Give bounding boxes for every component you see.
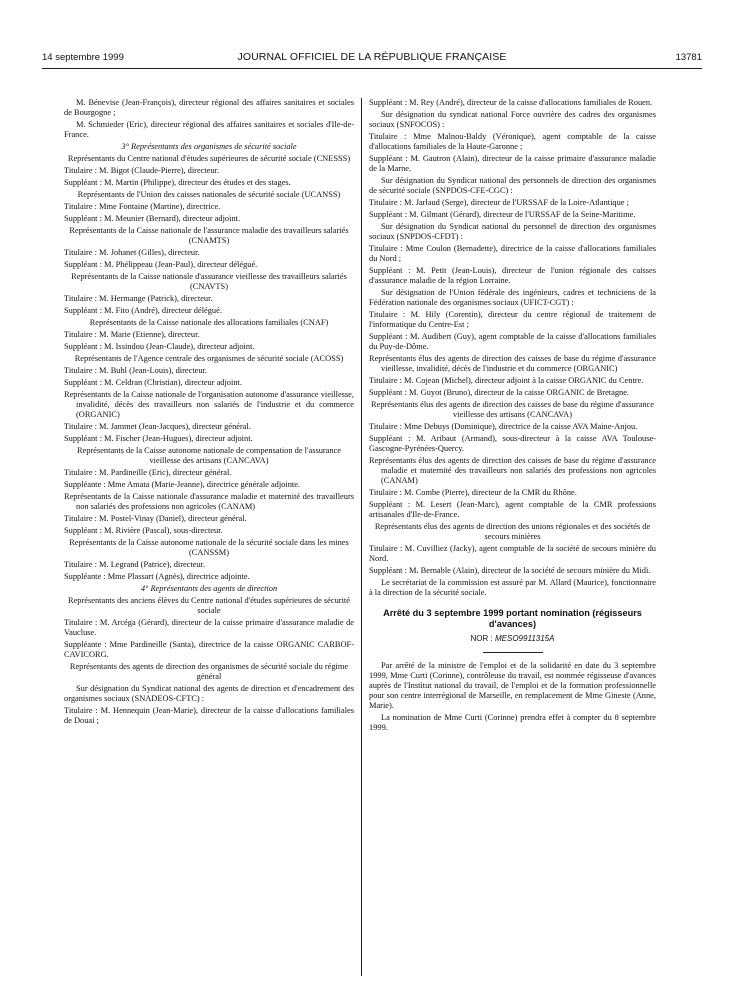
org-heading: Représentants du Centre national d'études supérieures de sécurité sociale (CNESSS)	[67, 154, 351, 163]
suppleant: Suppléante : Mme Pardineille (Santa), directrice de la caisse ORGANIC CARBOF-CAVICORG.	[64, 640, 354, 659]
suppleant: Suppléant : M. Gilmant (Gérard), directeur de l'URSSAF de la Seine-Maritime.	[369, 210, 636, 219]
org-heading: Représentants de l'Agence centrale des organismes de sécurité sociale (ACOSS)	[74, 354, 344, 363]
right-column	[369, 98, 656, 735]
titulaire: Titulaire : M. Hennequin (Jean-Marie), directeur de la caisse d'allocations familiales de Douai ;	[64, 706, 354, 725]
designation: Sur désignation du Syndicat national du personnel de direction des organismes sociaux (SNPDOS-CFDT) :	[369, 222, 656, 241]
org-heading: Représentants de la Caisse autonome nationale de compensation de l'assurance vieillesse des artisans (CANCAVA)	[76, 446, 342, 465]
paragraph: M. Schmieder (Eric), directeur régional des affaires sanitaires et sociales d'Ile-de-France.	[64, 120, 354, 139]
titulaire: Titulaire : M. Marie (Etienne), directeur.	[64, 330, 200, 339]
paragraph: M. Bénevise (Jean-François), directeur régional des affaires sanitaires et sociales de Bourgogne ;	[64, 98, 354, 117]
designation: Sur désignation du syndicat national Force ouvrière des cadres des organismes sociaux (SNFOCOS) :	[369, 110, 656, 129]
titulaire: Titulaire : M. Arcéga (Gérard), directeur de la caisse primaire d'assurance maladie de Vaucluse.	[64, 618, 354, 637]
suppleant: Suppléant : M. Rivière (Pascal), sous-directeur.	[64, 526, 223, 535]
designation: Sur désignation du Syndicat national des personnels de direction des organismes de sécurité sociale (SNPDOS-CFE-CGC) :	[369, 176, 656, 195]
suppleant: Suppléante : Mme Amata (Marie-Jeanne), directrice générale adjointe.	[64, 480, 301, 489]
org-heading: Représentants de l'Union des caisses nationales de sécurité sociale (UCANSS)	[77, 190, 341, 199]
titulaire: Titulaire : M. Bigot (Claude-Pierre), directeur.	[64, 166, 220, 175]
titulaire: Titulaire : M. Combe (Pierre), directeur de la CMR du Rhône.	[369, 488, 577, 497]
org-heading: Représentants des anciens élèves du Centre national d'études supérieures de sécurité sociale	[68, 596, 350, 615]
nor-code: MESO9911315A	[495, 634, 555, 643]
titulaire: Titulaire : M. Jammet (Jean-Jacques), directeur général.	[64, 422, 251, 431]
org-heading: Représentants de la Caisse nationale d'assurance maladie et maternité des travailleurs non salariés des professions non agricoles (CANAM)	[64, 492, 354, 511]
org-heading: Représentants élus des agents de direction des caisses de base du régime d'assurance vieillesse, invalidité, décès de l'industrie et du commerce (ORGANIC)	[369, 354, 656, 373]
header-rule	[42, 68, 702, 69]
suppleant: Suppléant : M. Fischer (Jean-Hugues), directeur adjoint.	[64, 434, 253, 443]
titulaire: Titulaire : Mme Coulon (Bernadette), directrice de la caisse d'allocations familiales du Nord ;	[369, 244, 656, 263]
nor-label: NOR :	[470, 634, 493, 643]
section-heading: 4° Représentants des agents de direction	[140, 584, 278, 593]
suppleant: Suppléant : M. Fito (André), directeur délégué.	[64, 306, 222, 315]
designation: Sur désignation de l'Union fédérale des ingénieurs, cadres et techniciens de la Fédération nationale des organismes sociaux (UFICT-CGT) :	[369, 288, 656, 307]
org-heading: Représentants des agents de direction des organismes de sécurité sociale du régime général	[69, 662, 349, 681]
titulaire: Titulaire : M. Hermange (Patrick), directeur.	[64, 294, 213, 303]
designation: Sur désignation du Syndicat national des agents de direction et d'encadrement des organismes sociaux (SNADEOS-CFTC) :	[64, 684, 354, 703]
paragraph: La nomination de Mme Curti (Corinne) prendra effet à compter du 8 septembre 1999.	[369, 713, 656, 732]
titulaire: Titulaire : M. Cojean (Michel), directeur adjoint à la caisse ORGANIC du Centre.	[369, 376, 644, 385]
titulaire: Titulaire : Mme Fontaine (Martine), directrice.	[64, 202, 221, 211]
titulaire: Titulaire : M. Pardineille (Eric), directeur général.	[64, 468, 232, 477]
suppleant: Suppléant : M. Guyot (Bruno), directeur de la caisse ORGANIC de Bretagne.	[369, 388, 630, 397]
titulaire: Titulaire : Mme Debuys (Dominique), directrice de la caisse AVA Maine-Anjou.	[369, 422, 638, 431]
suppleant: Suppléant : M. Gautron (Alain), directeur de la caisse primaire d'assurance maladie de la Marne.	[369, 154, 656, 173]
org-heading: Représentants de la Caisse nationale de l'assurance maladie des travailleurs salariés (CNAMTS)	[69, 226, 349, 245]
titulaire: Titulaire : M. Legrand (Patrice), directeur.	[64, 560, 206, 569]
suppleant: Suppléante : Mme Plassart (Agnès), directrice adjointe.	[64, 572, 250, 581]
suppleant: Suppléant : M. Bernable (Alain), directeur de la société de secours minière du Midi.	[369, 566, 651, 575]
paragraph: Par arrêté de la ministre de l'emploi et de la solidarité en date du 3 septembre 1999, Mme Curti (Corinne), contrôleuse du travail, est nommée régisseuse d'avances auprès de l'Institut national du travail, de l'emploi et de la formation professionnelle pour son centre interrégional de Marseille, en remplacement de Mme Gineste (Anne, Marie).	[369, 661, 656, 710]
separator-rule	[483, 652, 543, 653]
org-heading: Représentants de la Caisse autonome nationale de la sécurité sociale dans les mines (CANSSM)	[69, 538, 349, 557]
suppleant: Suppléant : M. Phélippeau (Jean-Paul), directeur délégué.	[64, 260, 258, 269]
journal-title: JOURNAL OFFICIEL DE LA RÉPUBLIQUE FRANÇAISE	[237, 51, 507, 63]
suppleant: Suppléant : M. Lesert (Jean-Marc), agent comptable de la CMR professions artisanales d'Ile-de-France.	[369, 500, 656, 519]
titulaire: Titulaire : M. Postel-Vinay (Daniel), directeur général.	[64, 514, 247, 523]
header-date: 14 septembre 1999	[42, 52, 124, 63]
nor-reference	[369, 634, 656, 644]
page-header	[42, 52, 702, 68]
suppleant: Suppléant : M. Martin (Philippe), directeur des études et des stages.	[64, 178, 291, 187]
org-heading: Représentants de la Caisse nationale d'assurance vieillesse des travailleurs salariés (CNAVTS)	[71, 272, 347, 291]
suppleant: Suppléant : M. Rey (André), directeur de la caisse d'allocations familiales de Rouen.	[369, 98, 653, 107]
org-heading: Représentants élus des agents de direction des caisses de base du régime d'assurance vieillesse des artisans (CANCAVA)	[371, 400, 654, 419]
arrete-title: Arrêté du 3 septembre 1999 portant nomination (régisseurs d'avances)	[383, 608, 642, 629]
left-column	[64, 98, 354, 728]
org-heading: Représentants de la Caisse nationale des allocations familiales (CNAF)	[89, 318, 329, 327]
titulaire: Titulaire : M. Cuvilliez (Jacky), agent comptable de la société de secours minière du Nord.	[369, 544, 656, 563]
suppleant: Suppléant : M. Aribaut (Armand), sous-directeur à la caisse AVA Toulouse-Gascogne-Pyrénées-Quercy.	[369, 434, 656, 453]
suppleant: Suppléant : M. Celdran (Christian), directeur adjoint.	[64, 378, 242, 387]
titulaire: Titulaire : M. Johanet (Gilles), directeur.	[64, 248, 200, 257]
titulaire: Titulaire : M. Jarlaud (Serge), directeur de l'URSSAF de la Loire-Atlantique ;	[369, 198, 629, 207]
titulaire: Titulaire : M. Hily (Corentin), directeur du centre régional de traitement de l'informatique du Centre-Est ;	[369, 310, 656, 329]
titulaire: Titulaire : Mme Malnou-Baldy (Véronique), agent comptable de la caisse d'allocations familiales de la Haute-Garonne ;	[369, 132, 656, 151]
org-heading: Représentants élus des agents de direction des unions régionales et des sociétés de secours minières	[374, 522, 651, 541]
page-number: 13781	[675, 52, 702, 63]
suppleant: Suppléant : M. Issindou (Jean-Claude), directeur adjoint.	[64, 342, 255, 351]
titulaire: Titulaire : M. Buhl (Jean-Louis), directeur.	[64, 366, 207, 375]
suppleant: Suppléant : M. Meunier (Bernard), directeur adjoint.	[64, 214, 241, 223]
org-heading: Représentants élus des agents de direction des caisses de base du régime d'assurance maladie et maternité des travailleurs non salariés des professions non agricoles (CANAM)	[369, 456, 656, 485]
secretariat-note: Le secrétariat de la commission est assuré par M. Allard (Maurice), fonctionnaire à la direction de la sécurité sociale.	[369, 578, 656, 597]
suppleant: Suppléant : M. Petit (Jean-Louis), directeur de l'union régionale des caisses d'assurance maladie de la région Lorraine.	[369, 266, 656, 285]
suppleant: Suppléant : M. Audibert (Guy), agent comptable de la caisse d'allocations familiales du Puy-de-Dôme.	[369, 332, 656, 351]
org-heading: Représentants de la Caisse nationale de l'organisation autonome d'assurance vieillesse, invalidité, décès des travailleurs non salariés de l'industrie et du commerce (ORGANIC)	[64, 390, 354, 419]
column-divider	[361, 98, 362, 976]
section-heading: 3° Représentants des organismes de sécurité sociale	[121, 142, 297, 151]
